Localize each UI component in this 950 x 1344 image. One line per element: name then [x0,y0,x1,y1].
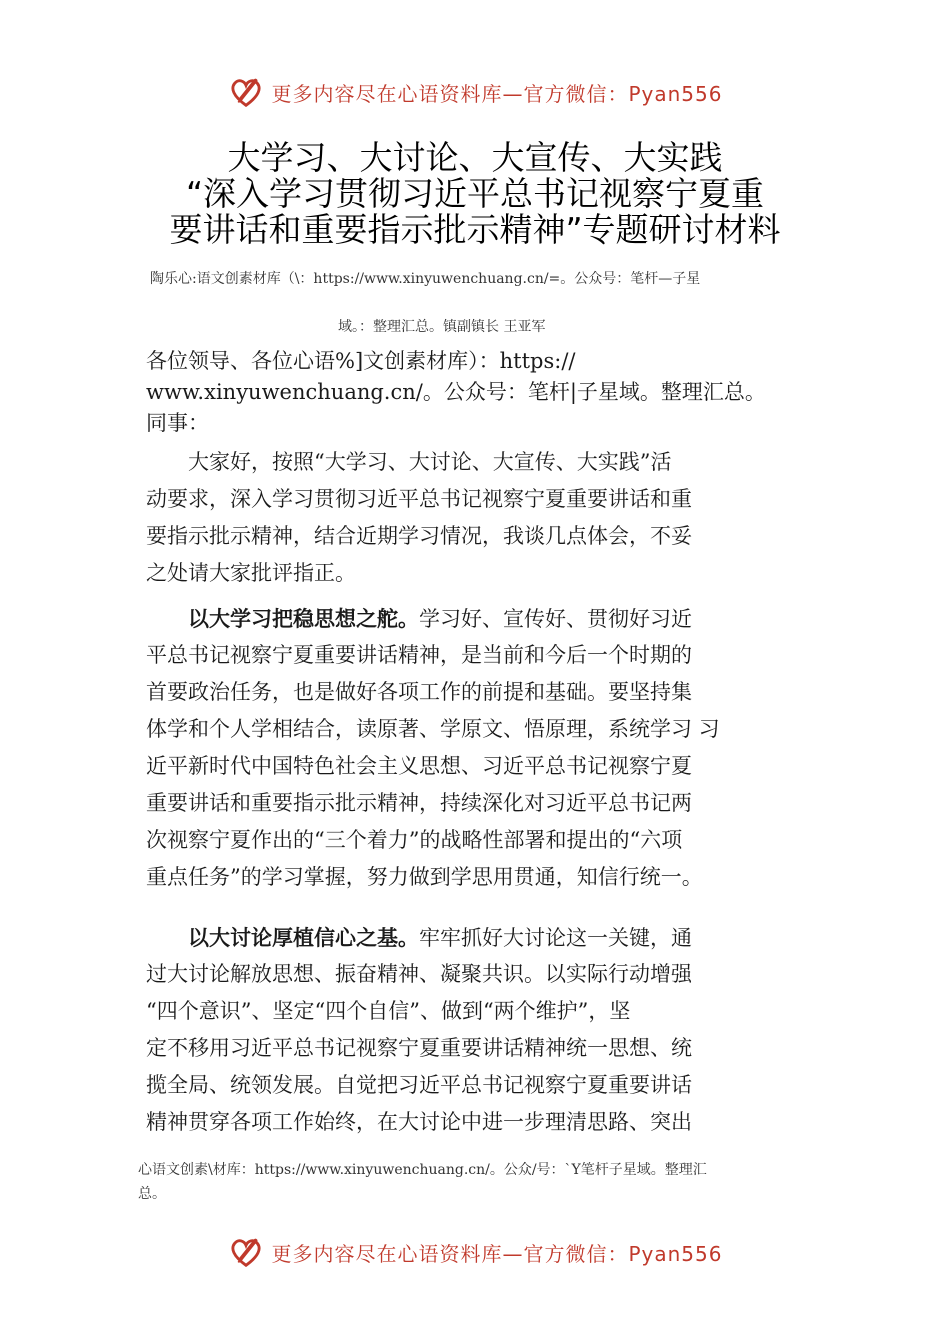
paragraph-line: 过大讨论解放思想、振奋精神、凝聚共识。以实际行动增强 [146,962,692,986]
paragraph-line: 定不移用习近平总书记视察宁夏重要讲话精神统一思想、统 [146,1036,692,1060]
paragraph-line: 平总书记视察宁夏重要讲话精神，是当前和今后一个时期的 [146,643,692,667]
paragraph-line: 体学和个人学相结合，读原著、学原文、悟原理，系统学习 习 [146,717,720,741]
paragraph-line: “四个意识”、坚定“四个自信”、做到“两个维护”，坚 [146,999,631,1023]
banner-text: 更多内容尽在心语资料库—官方微信：Pyan556 [271,1241,723,1266]
banner-text: 更多内容尽在心语资料库—官方微信：Pyan556 [271,81,723,106]
paragraph-line [146,600,816,637]
paragraph-line: 之处请大家批评指正。 [146,561,356,585]
intro-paragraph [146,444,816,592]
paragraph-line: 大家好，按照“大学习、大讨论、大宣传、大实践”活 [146,450,672,474]
paragraph-line: 重点任务”的学习掌握，努力做到学思用贯通，知信行统一。 [146,865,703,889]
paragraph-line: 要指示批示精神，结合近期学习情况，我谈几点体会，不妥 [146,524,692,548]
greeting-line: 各位领导、各位心语%]文创素材库）：https:// [146,349,576,373]
source-line-2: 域。：整理汇总。镇副镇长 王亚军 [338,319,546,335]
section-1-paragraph [146,600,816,896]
footer-note-line: 心语文创素\材库：https://www.xinyuwenchuang.cn/。公众/号：`Y笔杆子星域。整理汇 [138,1162,707,1178]
heart-pen-logo-icon [227,73,265,111]
paragraph-line: 近平新时代中国特色社会主义思想、习近平总书记视察宁夏 [146,754,692,778]
section-2-paragraph [146,919,816,1141]
footer-note [138,1158,828,1206]
paragraph-line: 次视察宁夏作出的“三个着力”的战略性部署和提出的“六项 [146,828,683,852]
paragraph-line: 揽全局、统领发展。自觉把习近平总书记视察宁夏重要讲话 [146,1073,692,1097]
heart-pen-logo-icon [227,1233,265,1271]
paragraph-line: 动要求，深入学习贯彻习近平总书记视察宁夏重要讲话和重 [146,487,692,511]
section-1-heading: 以大学习把稳思想之舵。 [146,606,419,631]
paragraph-line [146,919,816,956]
document-title-line-1: 大学习、大讨论、大宣传、大实践 [227,138,723,177]
footer-note-line: 总。 [138,1186,166,1202]
paragraph-line: 首要政治任务，也是做好各项工作的前提和基础。要坚持集 [146,680,692,704]
greeting-line: 同事： [146,411,209,435]
bottom-banner [0,1230,950,1274]
greeting [146,346,816,439]
document-title-line-2: “深入学习贯彻习近平总书记视察宁夏重 [185,174,765,213]
greeting-line: www.xinyuwenchuang.cn/。公众号：笔杆|子星域。整理汇总。 [146,380,766,404]
paragraph-line: 精神贯穿各项工作始终，在大讨论中进一步理清思路、突出 [146,1110,692,1134]
section-2-heading: 以大讨论厚植信心之基。 [146,925,419,950]
section-1-first-line: 学习好、宣传好、贯彻好习近 [419,607,692,631]
section-2-first-line: 牢牢抓好大讨论这一关键，通 [419,926,692,950]
paragraph-line: 重要讲话和重要指示批示精神，持续深化对习近平总书记两 [146,791,692,815]
top-banner [0,70,950,114]
document-title-line-3: 要讲话和重要指示批示精神”专题研讨材料 [169,210,781,249]
source-line-1: 陶乐心:语文创素材库（\：https://www.xinyuwenchuang.cn/=。公众号：笔杆—子星 [150,271,701,287]
